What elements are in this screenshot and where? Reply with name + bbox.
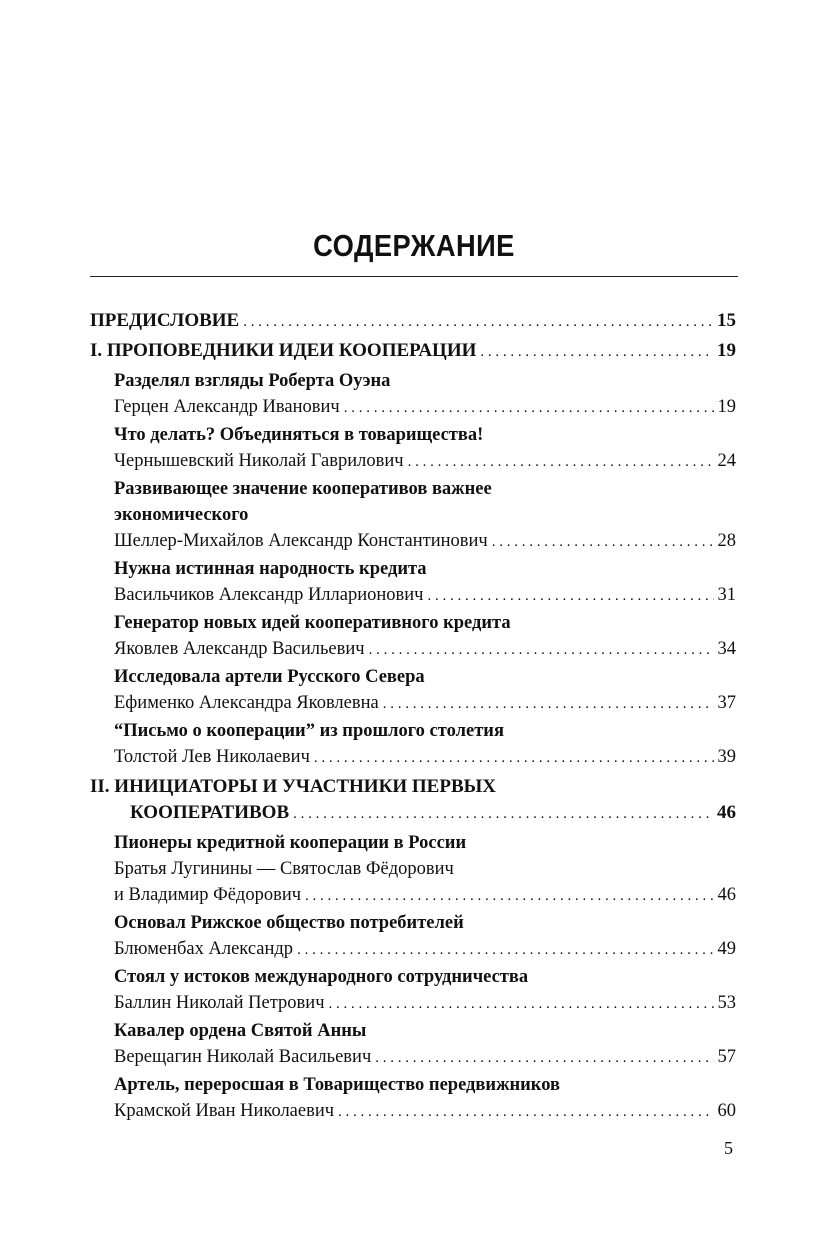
- toc-page-number: 53: [717, 993, 736, 1013]
- toc-item[interactable]: [114, 1018, 736, 1071]
- toc-item-title: Развивающее значение кооперативов важнее: [114, 479, 492, 499]
- dot-leader: [243, 308, 713, 335]
- toc-page-number: 34: [717, 639, 736, 659]
- toc-item-author: Блюменбах Александр: [114, 939, 294, 959]
- toc-item-title: Стоял у истоков международного сотрудничества: [114, 967, 529, 987]
- toc-item-title: “Письмо о кооперации” из прошлого столетия: [114, 721, 504, 741]
- dot-leader: [305, 882, 713, 909]
- toc-page-number: 39: [717, 747, 736, 767]
- toc-item[interactable]: [114, 1072, 736, 1125]
- dot-leader: [369, 636, 714, 663]
- dot-leader: [314, 744, 714, 771]
- toc-item-author: Верещагин Николай Васильевич: [114, 1047, 372, 1067]
- part1-items: [90, 368, 736, 771]
- part2-items: [90, 830, 736, 1125]
- toc-item-title: Исследовала артели Русского Севера: [114, 667, 425, 687]
- toc-item-author: Герцен Александр Иванович: [114, 397, 340, 417]
- dot-leader: [480, 338, 713, 365]
- toc-item-title: Основал Рижское общество потребителей: [114, 913, 464, 933]
- toc-page-number: 31: [717, 585, 736, 605]
- table-of-contents: [90, 308, 736, 1126]
- toc-page-number: 49: [717, 939, 736, 959]
- dot-leader: [492, 528, 714, 555]
- toc-entry-part2[interactable]: [90, 774, 736, 827]
- toc-item[interactable]: [114, 910, 736, 963]
- toc-item-title: Разделял взгляды Роберта Оуэна: [114, 371, 391, 391]
- toc-item[interactable]: [114, 556, 736, 609]
- page-title: СОДЕРЖАНИЕ: [313, 228, 515, 263]
- toc-item-author: Чернышевский Николай Гаврилович: [114, 451, 404, 471]
- toc-page-number: 19: [717, 397, 736, 417]
- dot-leader: [408, 448, 714, 475]
- toc-page-number: 60: [717, 1101, 736, 1121]
- dot-leader: [293, 800, 713, 827]
- toc-item[interactable]: [114, 368, 736, 421]
- toc-item[interactable]: [114, 718, 736, 771]
- toc-item-author: Шеллер-Михайлов Александр Константинович: [114, 531, 488, 551]
- dot-leader: [338, 1098, 713, 1125]
- toc-page-number: 24: [717, 451, 736, 471]
- toc-item-title: Кавалер ордена Святой Анны: [114, 1021, 367, 1041]
- toc-section-label: ПРЕДИСЛОВИЕ: [90, 310, 240, 331]
- toc-item-author: Толстой Лев Николаевич: [114, 747, 310, 767]
- toc-item-author-continued: и Владимир Фёдорович: [114, 885, 302, 905]
- dot-leader: [427, 582, 713, 609]
- toc-item-title: Нужна истинная народность кредита: [114, 559, 427, 579]
- toc-section-label-continued: КООПЕРАТИВОВ: [130, 802, 290, 823]
- toc-page-number: 15: [717, 310, 736, 331]
- toc-page-number: 28: [717, 531, 736, 551]
- toc-section-label: I. ПРОПОВЕДНИКИ ИДЕИ КООПЕРАЦИИ: [90, 340, 477, 361]
- toc-item[interactable]: [114, 476, 736, 555]
- toc-entry-part1[interactable]: [90, 338, 736, 365]
- toc-item-author: Яковлев Александр Васильевич: [114, 639, 365, 659]
- toc-entry-preface[interactable]: [90, 308, 736, 335]
- dot-leader: [329, 990, 714, 1017]
- toc-item-title: Что делать? Объединяться в товарищества!: [114, 425, 484, 445]
- toc-section-label: II. ИНИЦИАТОРЫ И УЧАСТНИКИ ПЕРВЫХ: [90, 776, 497, 797]
- dot-leader: [344, 394, 714, 421]
- dot-leader: [375, 1044, 713, 1071]
- toc-page-number: 46: [717, 802, 736, 823]
- dot-leader: [383, 690, 714, 717]
- page-number: 5: [724, 1138, 733, 1158]
- toc-item-author: Ефименко Александра Яковлевна: [114, 693, 379, 713]
- toc-page-number: 57: [717, 1047, 736, 1067]
- dot-leader: [297, 936, 713, 963]
- toc-item-author: Васильчиков Александр Илларионович: [114, 585, 424, 605]
- toc-item-title-continued: экономического: [114, 505, 249, 525]
- toc-item-title: Артель, переросшая в Товарищество передвижников: [114, 1075, 560, 1095]
- toc-item[interactable]: [114, 964, 736, 1017]
- toc-page-number: 37: [717, 693, 736, 713]
- toc-item[interactable]: [114, 422, 736, 475]
- toc-page-number: 46: [717, 885, 736, 905]
- toc-item-author: Братья Лугинины — Святослав Фёдорович: [114, 859, 454, 879]
- toc-item-title: Генератор новых идей кооперативного кредита: [114, 613, 511, 633]
- toc-page-number: 19: [717, 340, 736, 361]
- toc-item-title: Пионеры кредитной кооперации в России: [114, 833, 467, 853]
- toc-item[interactable]: [114, 610, 736, 663]
- title-divider: [90, 276, 738, 277]
- toc-item[interactable]: [114, 664, 736, 717]
- toc-item-author: Крамской Иван Николаевич: [114, 1101, 335, 1121]
- toc-item[interactable]: [114, 830, 736, 909]
- toc-item-author: Баллин Николай Петрович: [114, 993, 325, 1013]
